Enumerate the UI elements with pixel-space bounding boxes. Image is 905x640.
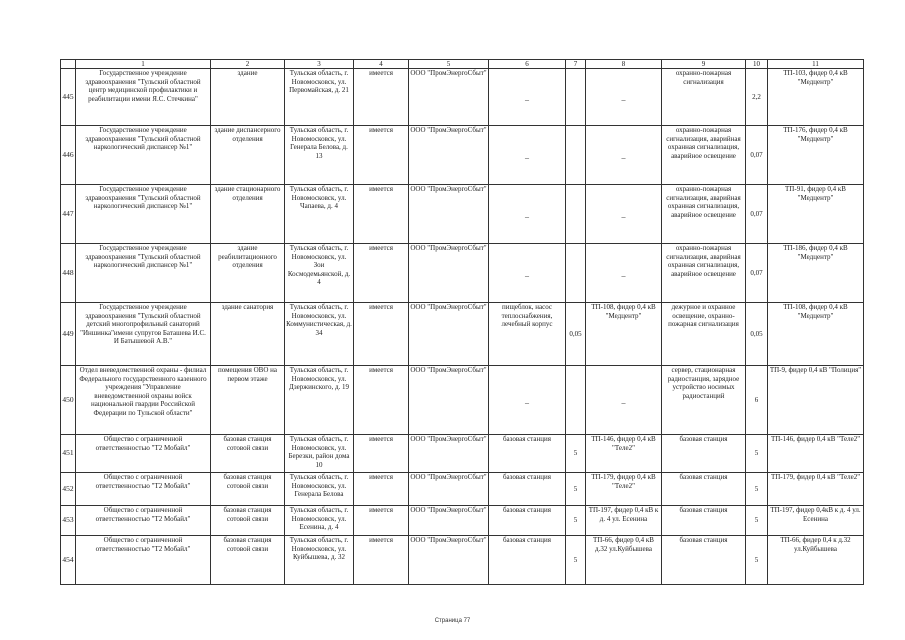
address-cell: Тульская область, г. Новомосковск, ул. Коммунистическая, д. 34 — [285, 303, 354, 366]
availability-cell: имеется — [354, 185, 409, 244]
supplier-cell: ООО "ПромЭнергоСбыт" — [409, 506, 489, 536]
object-type-cell: здание санатория — [211, 303, 285, 366]
organization-cell: Общество с ограниченной ответственностью "Т2 Мобайл" — [76, 536, 211, 585]
row-number-cell: 446 — [61, 126, 76, 185]
organization-cell: Отдел вневедомственной охраны - филиал Федерального государственного казенного учреждения "Управление вневедомственной охраны войск национальной гвардии Российской Федерации по Тульской области" — [76, 366, 211, 435]
table-row — [61, 303, 864, 366]
emergency-power-cell: 5 — [746, 435, 768, 473]
header-cell: 10 — [746, 60, 768, 69]
address-cell: Тульская область, г. Новомосковск, ул. Дзержинского, д. 19 — [285, 366, 354, 435]
power-cell — [566, 244, 586, 303]
table-row — [61, 366, 864, 435]
availability-cell: имеется — [354, 303, 409, 366]
row-number-cell: 453 — [61, 506, 76, 536]
emergency-feeder-cell: ТП-197, фидер 0,4кВ к д. 4 ул. Есенина — [768, 506, 864, 536]
feeder-cell: ТП-179, фидер 0,4 кВ "Теле2" — [586, 473, 662, 506]
emergency-consumers-cell: базовая станция — [662, 435, 746, 473]
document-table-container — [60, 59, 863, 585]
feeder-cell: – — [586, 185, 662, 244]
data-table — [60, 59, 864, 585]
emergency-power-cell: 0,05 — [746, 303, 768, 366]
emergency-power-cell: 6 — [746, 366, 768, 435]
supplier-cell: ООО "ПромЭнергоСбыт" — [409, 185, 489, 244]
power-cell — [566, 126, 586, 185]
row-number-cell: 449 — [61, 303, 76, 366]
supplier-cell: ООО "ПромЭнергоСбыт" — [409, 536, 489, 585]
table-row — [61, 473, 864, 506]
table-row — [61, 536, 864, 585]
table-row — [61, 69, 864, 126]
emergency-feeder-cell: ТП-9, фидер 0,4 кВ "Полиция" — [768, 366, 864, 435]
power-cell: 5 — [566, 473, 586, 506]
object-type-cell: базовая станция сотовой связи — [211, 435, 285, 473]
table-row — [61, 185, 864, 244]
emergency-consumers-cell: базовая станция — [662, 536, 746, 585]
object-type-cell: помещения ОВО на первом этаже — [211, 366, 285, 435]
emergency-consumers-cell: охранно-пожарная сигнализация, аварийная охранная сигнализация, аварийное освещение — [662, 244, 746, 303]
emergency-feeder-cell: ТП-66, фидер 0,4 к д.32 ул.Куйбышева — [768, 536, 864, 585]
feeder-cell: – — [586, 244, 662, 303]
emergency-consumers-cell: охранно-пожарная сигнализация, аварийная охранная сигнализация, аварийное освещение — [662, 126, 746, 185]
header-cell: 1 — [76, 60, 211, 69]
row-number-cell: 445 — [61, 69, 76, 126]
emergency-feeder-cell: ТП-186, фидер 0,4 кВ "Медцентр" — [768, 244, 864, 303]
availability-cell: имеется — [354, 435, 409, 473]
supplier-cell: ООО "ПромЭнергоСбыт" — [409, 303, 489, 366]
power-cell: 5 — [566, 435, 586, 473]
organization-cell: Общество с ограниченной ответственностью "Т2 Мобайл" — [76, 473, 211, 506]
availability-cell: имеется — [354, 366, 409, 435]
emergency-feeder-cell: ТП-176, фидер 0,4 кВ "Медцентр" — [768, 126, 864, 185]
emergency-feeder-cell: ТП-108, фидер 0,4 кВ "Медцентр" — [768, 303, 864, 366]
emergency-power-cell: 5 — [746, 473, 768, 506]
power-cell — [566, 185, 586, 244]
organization-cell: Государственное учреждение здравоохранения "Тульский областной наркологический диспансер №1" — [76, 244, 211, 303]
feeder-cell: ТП-108, фидер 0,4 кВ "Медцентр" — [586, 303, 662, 366]
object-type-cell: базовая станция сотовой связи — [211, 536, 285, 585]
row-number-cell: 452 — [61, 473, 76, 506]
header-cell-empty — [61, 60, 76, 69]
emergency-power-cell: 0,07 — [746, 244, 768, 303]
supplier-cell: ООО "ПромЭнергоСбыт" — [409, 69, 489, 126]
power-cell: 5 — [566, 536, 586, 585]
consumers-cell: – — [489, 366, 566, 435]
supplier-cell: ООО "ПромЭнергоСбыт" — [409, 244, 489, 303]
power-cell: 0,05 — [566, 303, 586, 366]
emergency-power-cell: 5 — [746, 536, 768, 585]
consumers-cell: пищеблок, насос теплоснабжения, лечебный корпус — [489, 303, 566, 366]
supplier-cell: ООО "ПромЭнергоСбыт" — [409, 435, 489, 473]
organization-cell: Общество с ограниченной ответственностью "Т2 Мобайл" — [76, 435, 211, 473]
organization-cell: Государственное учреждение здравоохранения "Тульский областной наркологический диспансер №1" — [76, 185, 211, 244]
table-row — [61, 244, 864, 303]
supplier-cell: ООО "ПромЭнергоСбыт" — [409, 366, 489, 435]
table-row — [61, 435, 864, 473]
emergency-consumers-cell: базовая станция — [662, 506, 746, 536]
row-number-cell: 448 — [61, 244, 76, 303]
availability-cell: имеется — [354, 244, 409, 303]
availability-cell: имеется — [354, 506, 409, 536]
object-type-cell: здание диспансерного отделения — [211, 126, 285, 185]
emergency-power-cell: 0,07 — [746, 126, 768, 185]
consumers-cell: базовая станция — [489, 536, 566, 585]
consumers-cell: – — [489, 69, 566, 126]
address-cell: Тульская область, г. Новомосковск, ул. Зои Космодемьянской, д. 4 — [285, 244, 354, 303]
emergency-power-cell: 5 — [746, 506, 768, 536]
emergency-power-cell: 0,07 — [746, 185, 768, 244]
availability-cell: имеется — [354, 473, 409, 506]
organization-cell: Государственное учреждение здравоохранения "Тульский областной детский многопрофильный санаторий "Иншинка"имени супругов Баташева И.С. И Батышевой А.В." — [76, 303, 211, 366]
object-type-cell: здание реабилитационного отделения — [211, 244, 285, 303]
feeder-cell: – — [586, 366, 662, 435]
address-cell: Тульская область, г. Новомосковск, ул. Березки, район дома 10 — [285, 435, 354, 473]
emergency-consumers-cell: сервер, стационарная радиостанция, зарядное устройство носимых радиостанций — [662, 366, 746, 435]
emergency-consumers-cell: охранно-пожарная сигнализация — [662, 69, 746, 126]
table-row — [61, 506, 864, 536]
emergency-consumers-cell: базовая станция — [662, 473, 746, 506]
consumers-cell: – — [489, 185, 566, 244]
organization-cell: Общество с ограниченной ответственностью "Т2 Мобайл" — [76, 506, 211, 536]
header-cell: 4 — [354, 60, 409, 69]
row-number-cell: 451 — [61, 435, 76, 473]
address-cell: Тульская область, г. Новомосковск, ул. Есенина, д. 4 — [285, 506, 354, 536]
header-cell: 7 — [566, 60, 586, 69]
availability-cell: имеется — [354, 126, 409, 185]
organization-cell: Государственное учреждение здравоохранения "Тульский областной наркологический диспансер №1" — [76, 126, 211, 185]
address-cell: Тульская область, г. Новомосковск, ул. Генерала Белова — [285, 473, 354, 506]
consumers-cell: базовая станция — [489, 506, 566, 536]
feeder-cell: ТП-197, фидер 0,4 кВ к д. 4 ул. Есенина — [586, 506, 662, 536]
feeder-cell: – — [586, 69, 662, 126]
header-cell: 2 — [211, 60, 285, 69]
header-cell: 5 — [409, 60, 489, 69]
emergency-feeder-cell: ТП-179, фидер 0,4 кВ "Теле2" — [768, 473, 864, 506]
object-type-cell: здание стационарного отделения — [211, 185, 285, 244]
object-type-cell: базовая станция сотовой связи — [211, 506, 285, 536]
header-cell: 3 — [285, 60, 354, 69]
power-cell: 5 — [566, 506, 586, 536]
emergency-power-cell: 2,2 — [746, 69, 768, 126]
emergency-feeder-cell: ТП-103, фидер 0,4 кВ "Медцентр" — [768, 69, 864, 126]
emergency-feeder-cell: ТП-146, фидер 0,4 кВ "Теле2" — [768, 435, 864, 473]
consumers-cell: базовая станция — [489, 435, 566, 473]
header-cell: 9 — [662, 60, 746, 69]
feeder-cell: – — [586, 126, 662, 185]
address-cell: Тульская область, г. Новомосковск, ул. Первомайская, д. 21 — [285, 69, 354, 126]
header-cell: 11 — [768, 60, 864, 69]
power-cell — [566, 69, 586, 126]
consumers-cell: – — [489, 244, 566, 303]
availability-cell: имеется — [354, 536, 409, 585]
feeder-cell: ТП-146, фидер 0,4 кВ "Теле2" — [586, 435, 662, 473]
header-cell: 6 — [489, 60, 566, 69]
row-number-cell: 447 — [61, 185, 76, 244]
address-cell: Тульская область, г. Новомосковск, ул. Генерала Белова, д. 13 — [285, 126, 354, 185]
table-row — [61, 126, 864, 185]
row-number-cell: 454 — [61, 536, 76, 585]
power-cell — [566, 366, 586, 435]
header-cell: 8 — [586, 60, 662, 69]
consumers-cell: – — [489, 126, 566, 185]
emergency-consumers-cell: дежурное и охранное освещение, охранно-пожарная сигнализация — [662, 303, 746, 366]
address-cell: Тульская область, г. Новомосковск, ул. Куйбышева, д. 32 — [285, 536, 354, 585]
object-type-cell: базовая станция сотовой связи — [211, 473, 285, 506]
column-number-row — [61, 60, 864, 69]
emergency-feeder-cell: ТП-91, фидер 0,4 кВ "Медцентр" — [768, 185, 864, 244]
consumers-cell: базовая станция — [489, 473, 566, 506]
supplier-cell: ООО "ПромЭнергоСбыт" — [409, 473, 489, 506]
page-footer: Страница 77 — [434, 618, 471, 624]
emergency-consumers-cell: охранно-пожарная сигнализация, аварийная охранная сигнализация, аварийное освещение — [662, 185, 746, 244]
availability-cell: имеется — [354, 69, 409, 126]
object-type-cell: здание — [211, 69, 285, 126]
address-cell: Тульская область, г. Новомосковск, ул. Чапаева, д. 4 — [285, 185, 354, 244]
supplier-cell: ООО "ПромЭнергоСбыт" — [409, 126, 489, 185]
organization-cell: Государственное учреждение здравоохранения "Тульский областной центр медицинской профилактики и реабилитации имени Я.С. Стечкина" — [76, 69, 211, 126]
row-number-cell: 450 — [61, 366, 76, 435]
feeder-cell: ТП-66, фидер 0,4 кВ д.32 ул.Куйбышева — [586, 536, 662, 585]
